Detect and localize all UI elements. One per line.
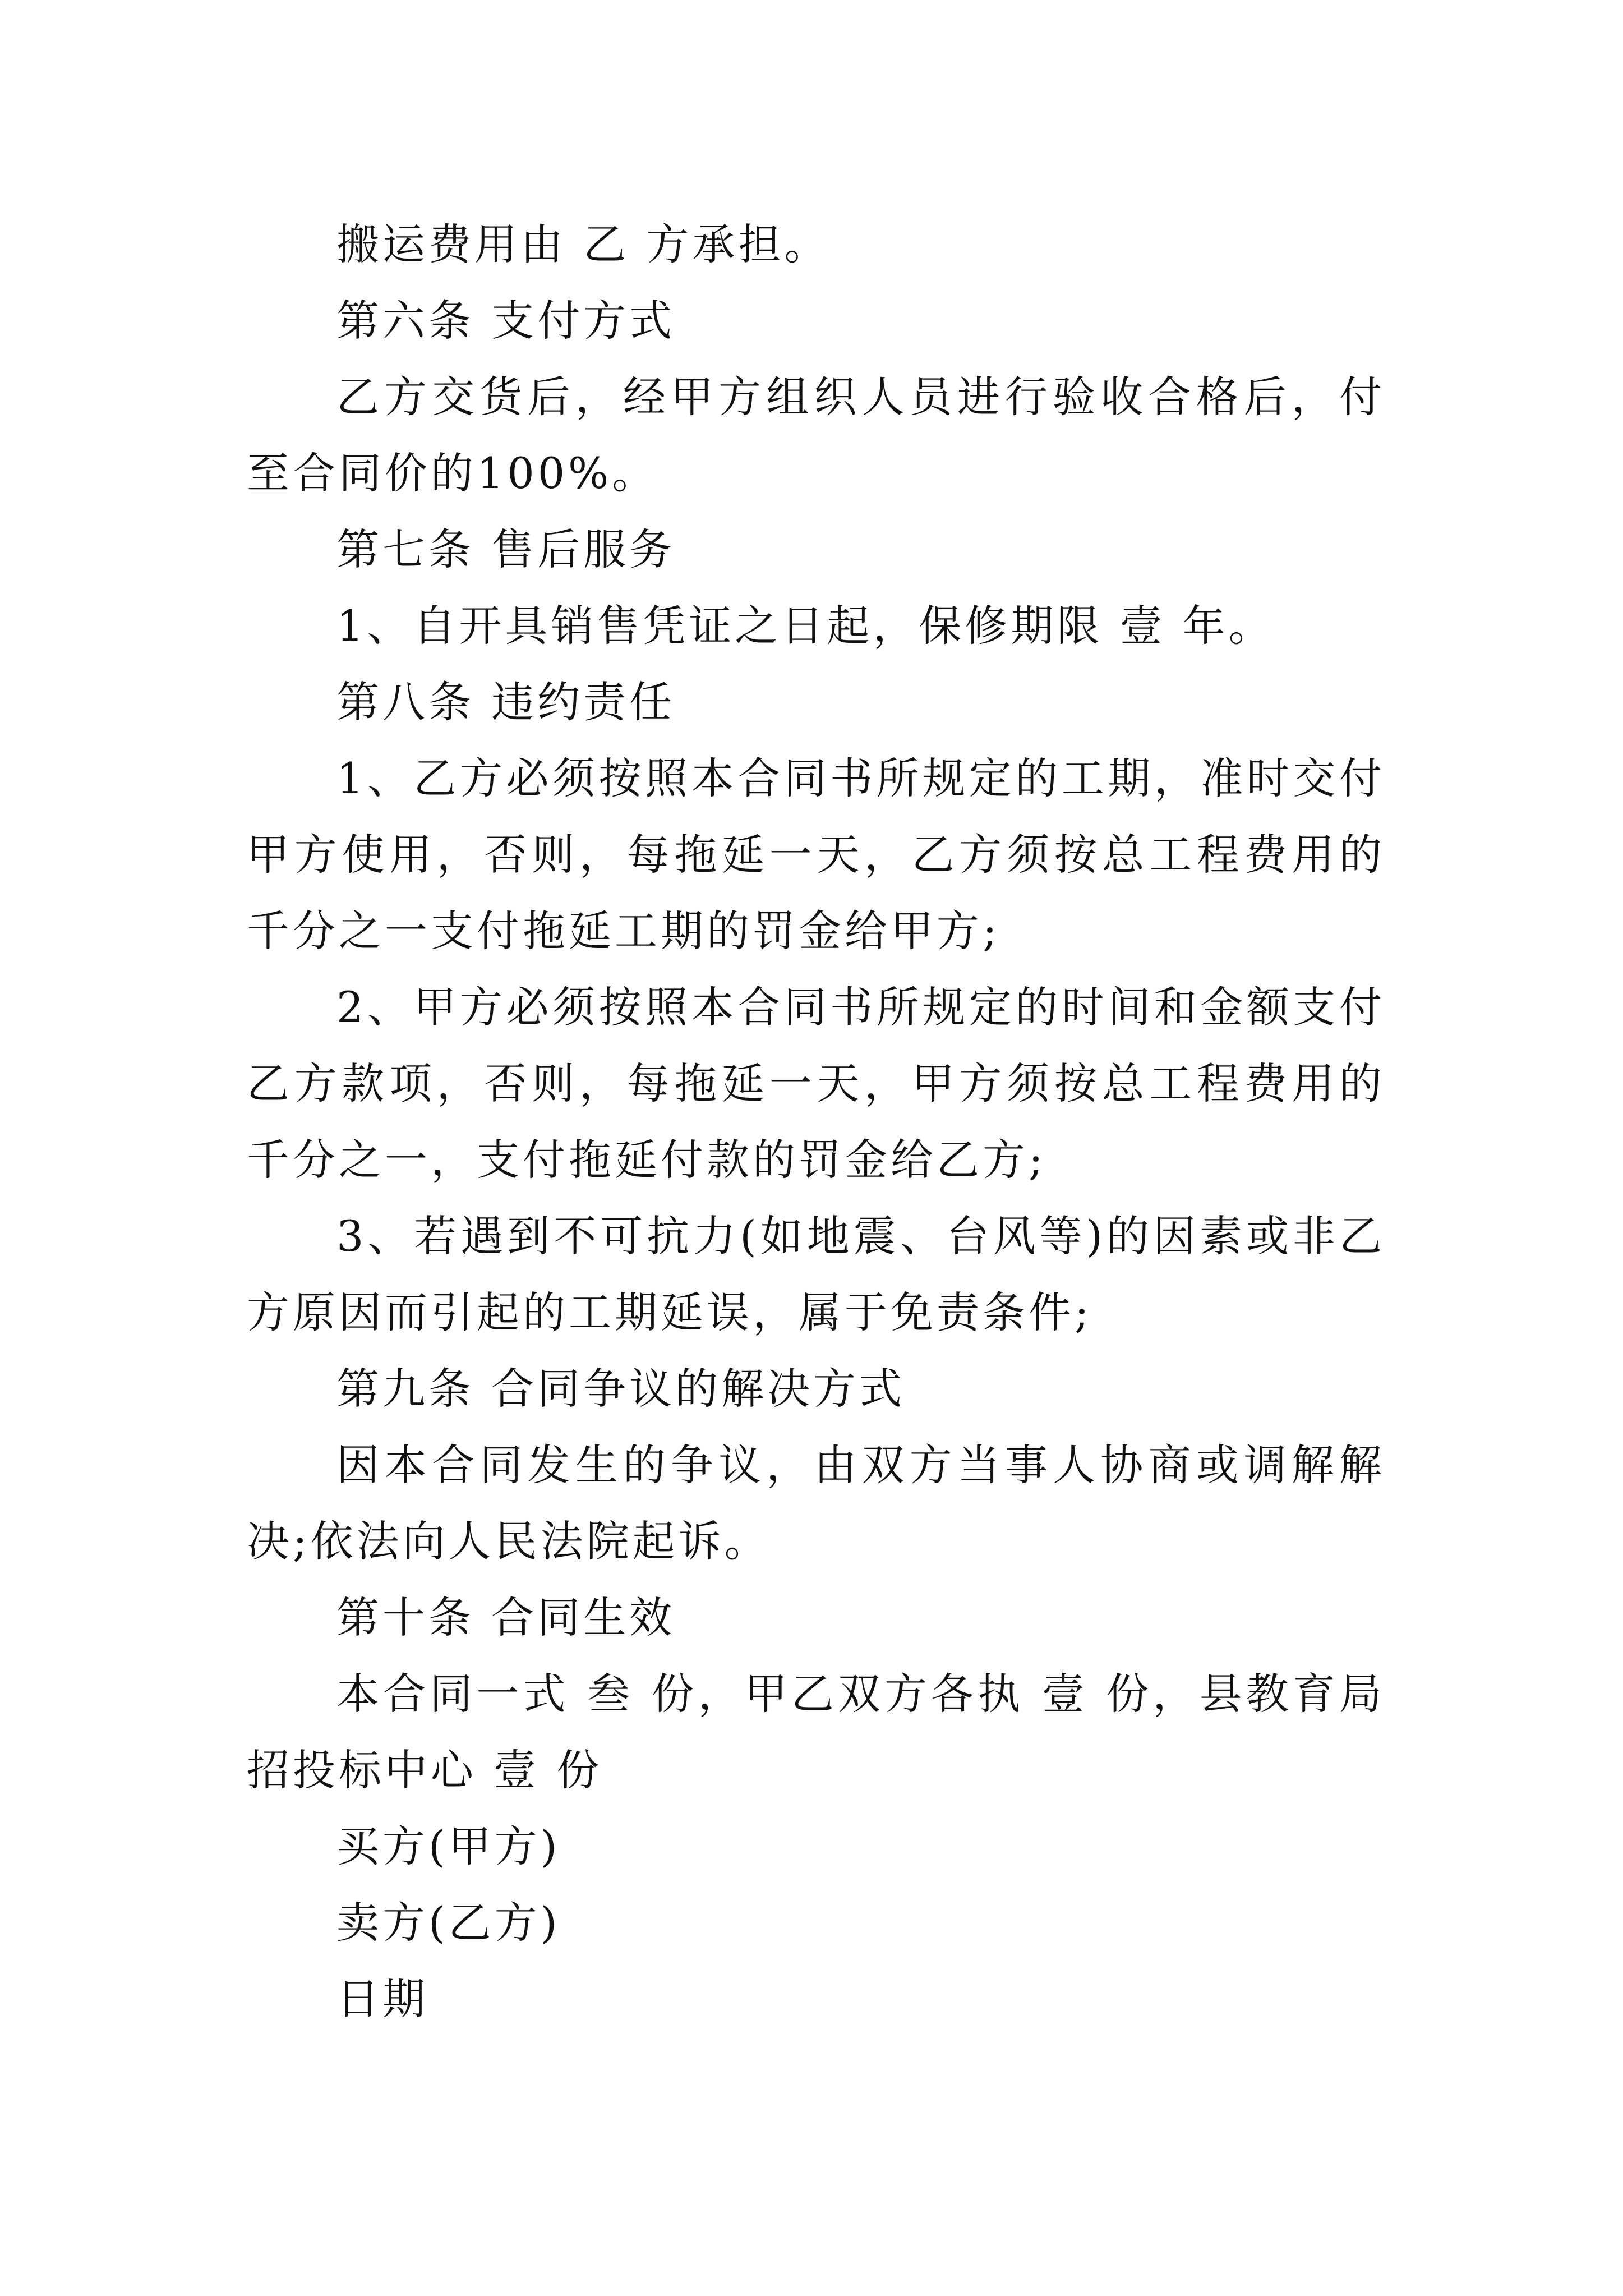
signature-seller: 卖方(乙方) xyxy=(336,1898,561,1948)
paragraph-dispute-resolution: 因本合同发生的争议，由双方当事人协商或调解解决;依法向人民法院起诉。 xyxy=(247,1440,1385,1566)
paragraph-liability-3: 3、若遇到不可抗力(如地震、台风等)的因素或非乙方原因而引起的工期延误，属于免责条件; xyxy=(247,1211,1385,1337)
paragraph-copies: 本合同一式 叁 份，甲乙双方各执 壹 份，县教育局招投标中心 壹 份 xyxy=(247,1669,1385,1795)
paragraph-liability-2: 2、甲方必须按照本合同书所规定的时间和金额支付乙方款项，否则，每拖延一天，甲方须按总工程费用的千分之一，支付拖延付款的罚金给乙方; xyxy=(247,982,1385,1185)
heading-article-6-payment: 第六条 支付方式 xyxy=(336,296,676,346)
heading-article-10-effect: 第十条 合同生效 xyxy=(336,1593,676,1642)
paragraph-shipping-cost: 搬运费用由 乙 方承担。 xyxy=(336,219,831,269)
contract-text xyxy=(247,206,1385,2037)
signature-buyer: 买方(甲方) xyxy=(336,1821,561,1871)
paragraph-warranty: 1、自开具销售凭证之日起，保修期限 壹 年。 xyxy=(336,601,1275,651)
paragraph-liability-1: 1、乙方必须按照本合同书所规定的工期，准时交付甲方使用，否则，每拖延一天，乙方须按总工程费用的千分之一支付拖延工期的罚金给甲方; xyxy=(247,753,1385,956)
paragraph-payment-terms: 乙方交货后，经甲方组织人员进行验收合格后，付至合同价的100%。 xyxy=(247,372,1385,498)
heading-article-7-after-sales: 第七条 售后服务 xyxy=(336,524,676,574)
signature-date: 日期 xyxy=(336,1974,428,2024)
heading-article-8-liability: 第八条 违约责任 xyxy=(336,677,676,727)
heading-article-9-disputes: 第九条 合同争议的解决方式 xyxy=(336,1364,906,1414)
